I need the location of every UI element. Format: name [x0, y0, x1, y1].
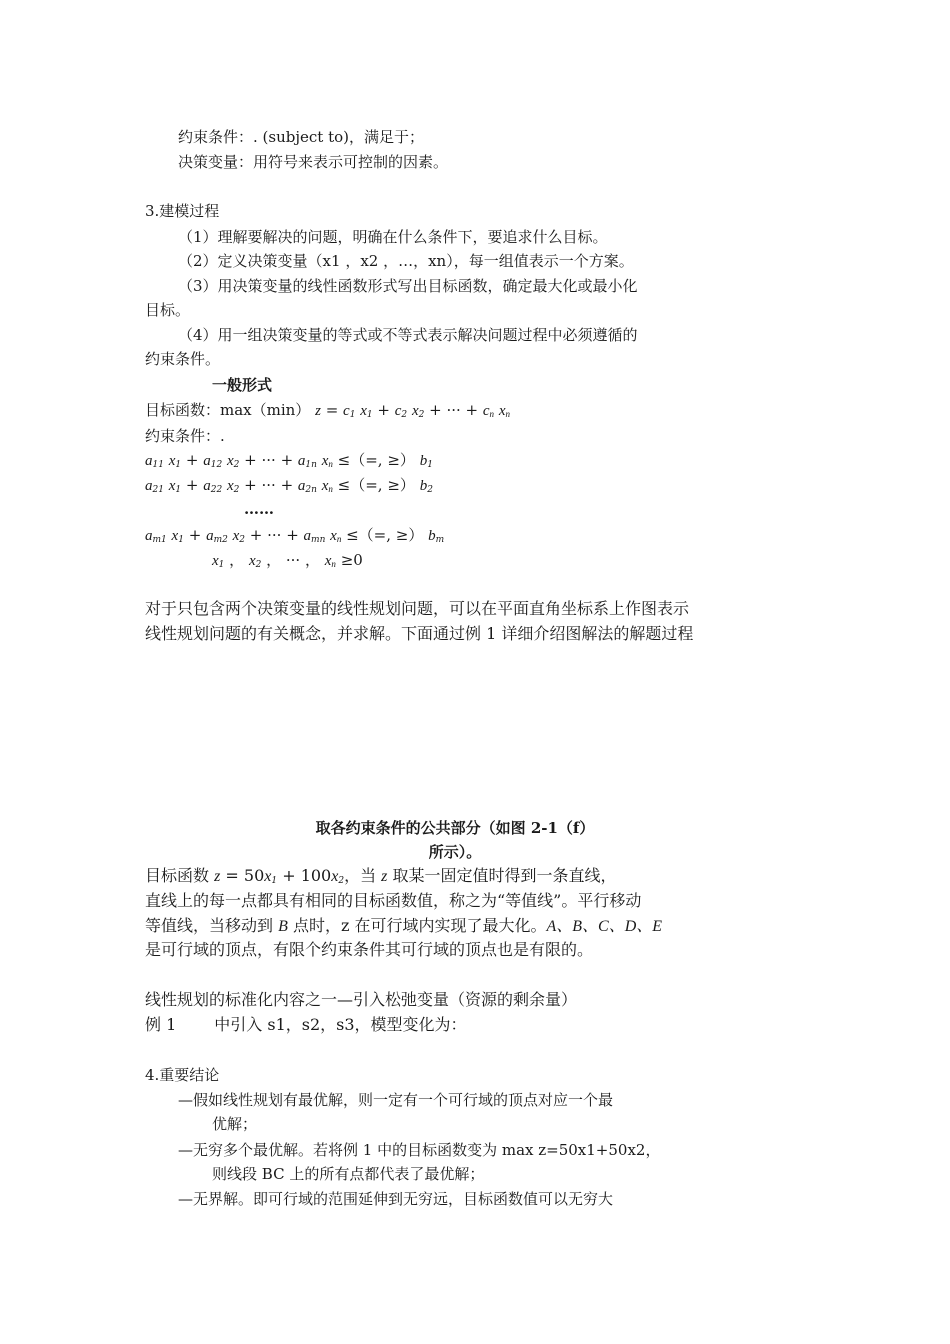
isoline-line-3-a: 等值线，当移动到	[145, 916, 279, 935]
modeling-step-2: （2）定义决策变量（x1 ，x2 ，…，xn），每一组值表示一个方案。	[178, 252, 634, 270]
conclusion-1: —假如线性规划有最优解，则一定有一个可行域的顶点对应一个最	[178, 1091, 614, 1109]
modeling-heading: 3.建模过程	[145, 202, 220, 220]
intro-line-1: 对于只包含两个决策变量的线性规划问题，可以在平面直角坐标系上作图表示	[145, 599, 690, 618]
nonnegativity-constraint: $x_1$ ， $x_2$ ， ··· ， $x_n \ge 0$	[212, 551, 363, 570]
constraint-row-1: $a_{11}$ $x_1 + a_{12}$ $x_2$ + ··· + $a_{1n}$ $x_n$ ≤（=, ≥） $b_1$	[145, 451, 433, 470]
continuation-dots: ……	[244, 500, 274, 518]
general-form-heading: 一般形式	[212, 376, 273, 394]
isoline-line-1-b: ，当	[344, 866, 382, 885]
constraint-row-2: $a_{21}$ $x_1 + a_{22}$ $x_2$ + ··· + $a_{2n}$ $x_n$ ≤（=, ≥） $b_2$	[145, 476, 433, 495]
isoline-line-1: 目标函数 $z = 50x_1 + 100x_2$，当 z 取某一固定值时得到一条直线，	[145, 866, 617, 886]
relation-1: ≤（=, ≥）	[337, 451, 415, 469]
nonneg-relation: ≥0	[340, 551, 363, 569]
figure-caption-line-1: 取各约束条件的公共部分（如图 2-1（f）	[315, 819, 595, 837]
objective-function: 目标函数：max（min） $z = c_1$ $x_1 + c_2$ $x_2$ + ··· + $c_n$ $x_n$	[145, 401, 510, 420]
conclusion-2-cont: 则线段 BC 上的所有点都代表了最优解；	[212, 1165, 485, 1183]
modeling-step-4: （4）用一组决策变量的等式或不等式表示解决问题过程中必须遵循的	[178, 326, 638, 344]
relation-2: ≤（=, ≥）	[337, 476, 415, 494]
modeling-step-3: （3）用决策变量的线性函数形式写出目标函数，确定最大化或最小化	[178, 277, 638, 295]
constraint-definition: 约束条件：. (subject to)，满足于；	[178, 128, 424, 146]
intro-line-2: 线性规划问题的有关概念，并求解。下面通过例 1 详细介绍图解法的解题过程	[145, 624, 694, 643]
conclusion-2: —无穷多个最优解。若将例 1 中的目标函数变为 max z=50x1+50x2，	[178, 1141, 661, 1159]
conclusion-1-cont: 优解；	[212, 1115, 258, 1133]
vertex-labels: A、B、C、D、E	[546, 918, 663, 935]
standardization-line-1: 线性规划的标准化内容之一—引入松弛变量（资源的剩余量）	[145, 990, 578, 1009]
decision-variable-definition: 决策变量：用符号来表示可控制的因素。	[178, 153, 449, 171]
standardization-line-2	[145, 1015, 467, 1035]
isoline-line-1-a: 目标函数	[145, 866, 215, 885]
conclusion-3: —无界解。即可行域的范围延伸到无穷远，目标函数值可以无穷大	[178, 1190, 614, 1208]
isoline-line-4: 是可行域的顶点，有限个约束条件其可行域的顶点也是有限的。	[145, 940, 594, 959]
isoline-line-3-b: 点时，z 在可行域内实现了最大化。	[287, 916, 547, 935]
constraints-label: 约束条件：.	[145, 427, 225, 445]
figure-caption-line-2: 所示）。	[428, 843, 482, 861]
constraint-row-m: $a_{m1}$ $x_1 + a_{m2}$ $x_2$ + ··· + $a_{mn}$ $x_n$ ≤（=, ≥） $b_m$	[145, 526, 445, 545]
slack-variables-text: 中引入 s1，s2，s3，模型变化为：	[214, 1015, 467, 1034]
modeling-step-4-cont: 约束条件。	[145, 350, 221, 368]
isoline-line-3: 等值线，当移动到 B 点时，z 在可行域内实现了最大化。A、B、C、D、E	[145, 916, 663, 935]
objective-label: 目标函数：max（min）	[145, 401, 311, 419]
modeling-step-3-cont: 目标。	[145, 301, 191, 319]
relation-m: ≤（=, ≥）	[346, 526, 424, 544]
isoline-line-2: 直线上的每一点都具有相同的目标函数值，称之为“等值线”。平行移动	[145, 891, 642, 910]
modeling-step-1: （1）理解要解决的问题，明确在什么条件下，要追求什么目标。	[178, 228, 608, 246]
isoline-line-1-c: 取某一固定值时得到一条直线，	[387, 866, 617, 885]
conclusions-heading: 4.重要结论	[145, 1066, 220, 1084]
example-ref: 例 1	[145, 1015, 177, 1034]
